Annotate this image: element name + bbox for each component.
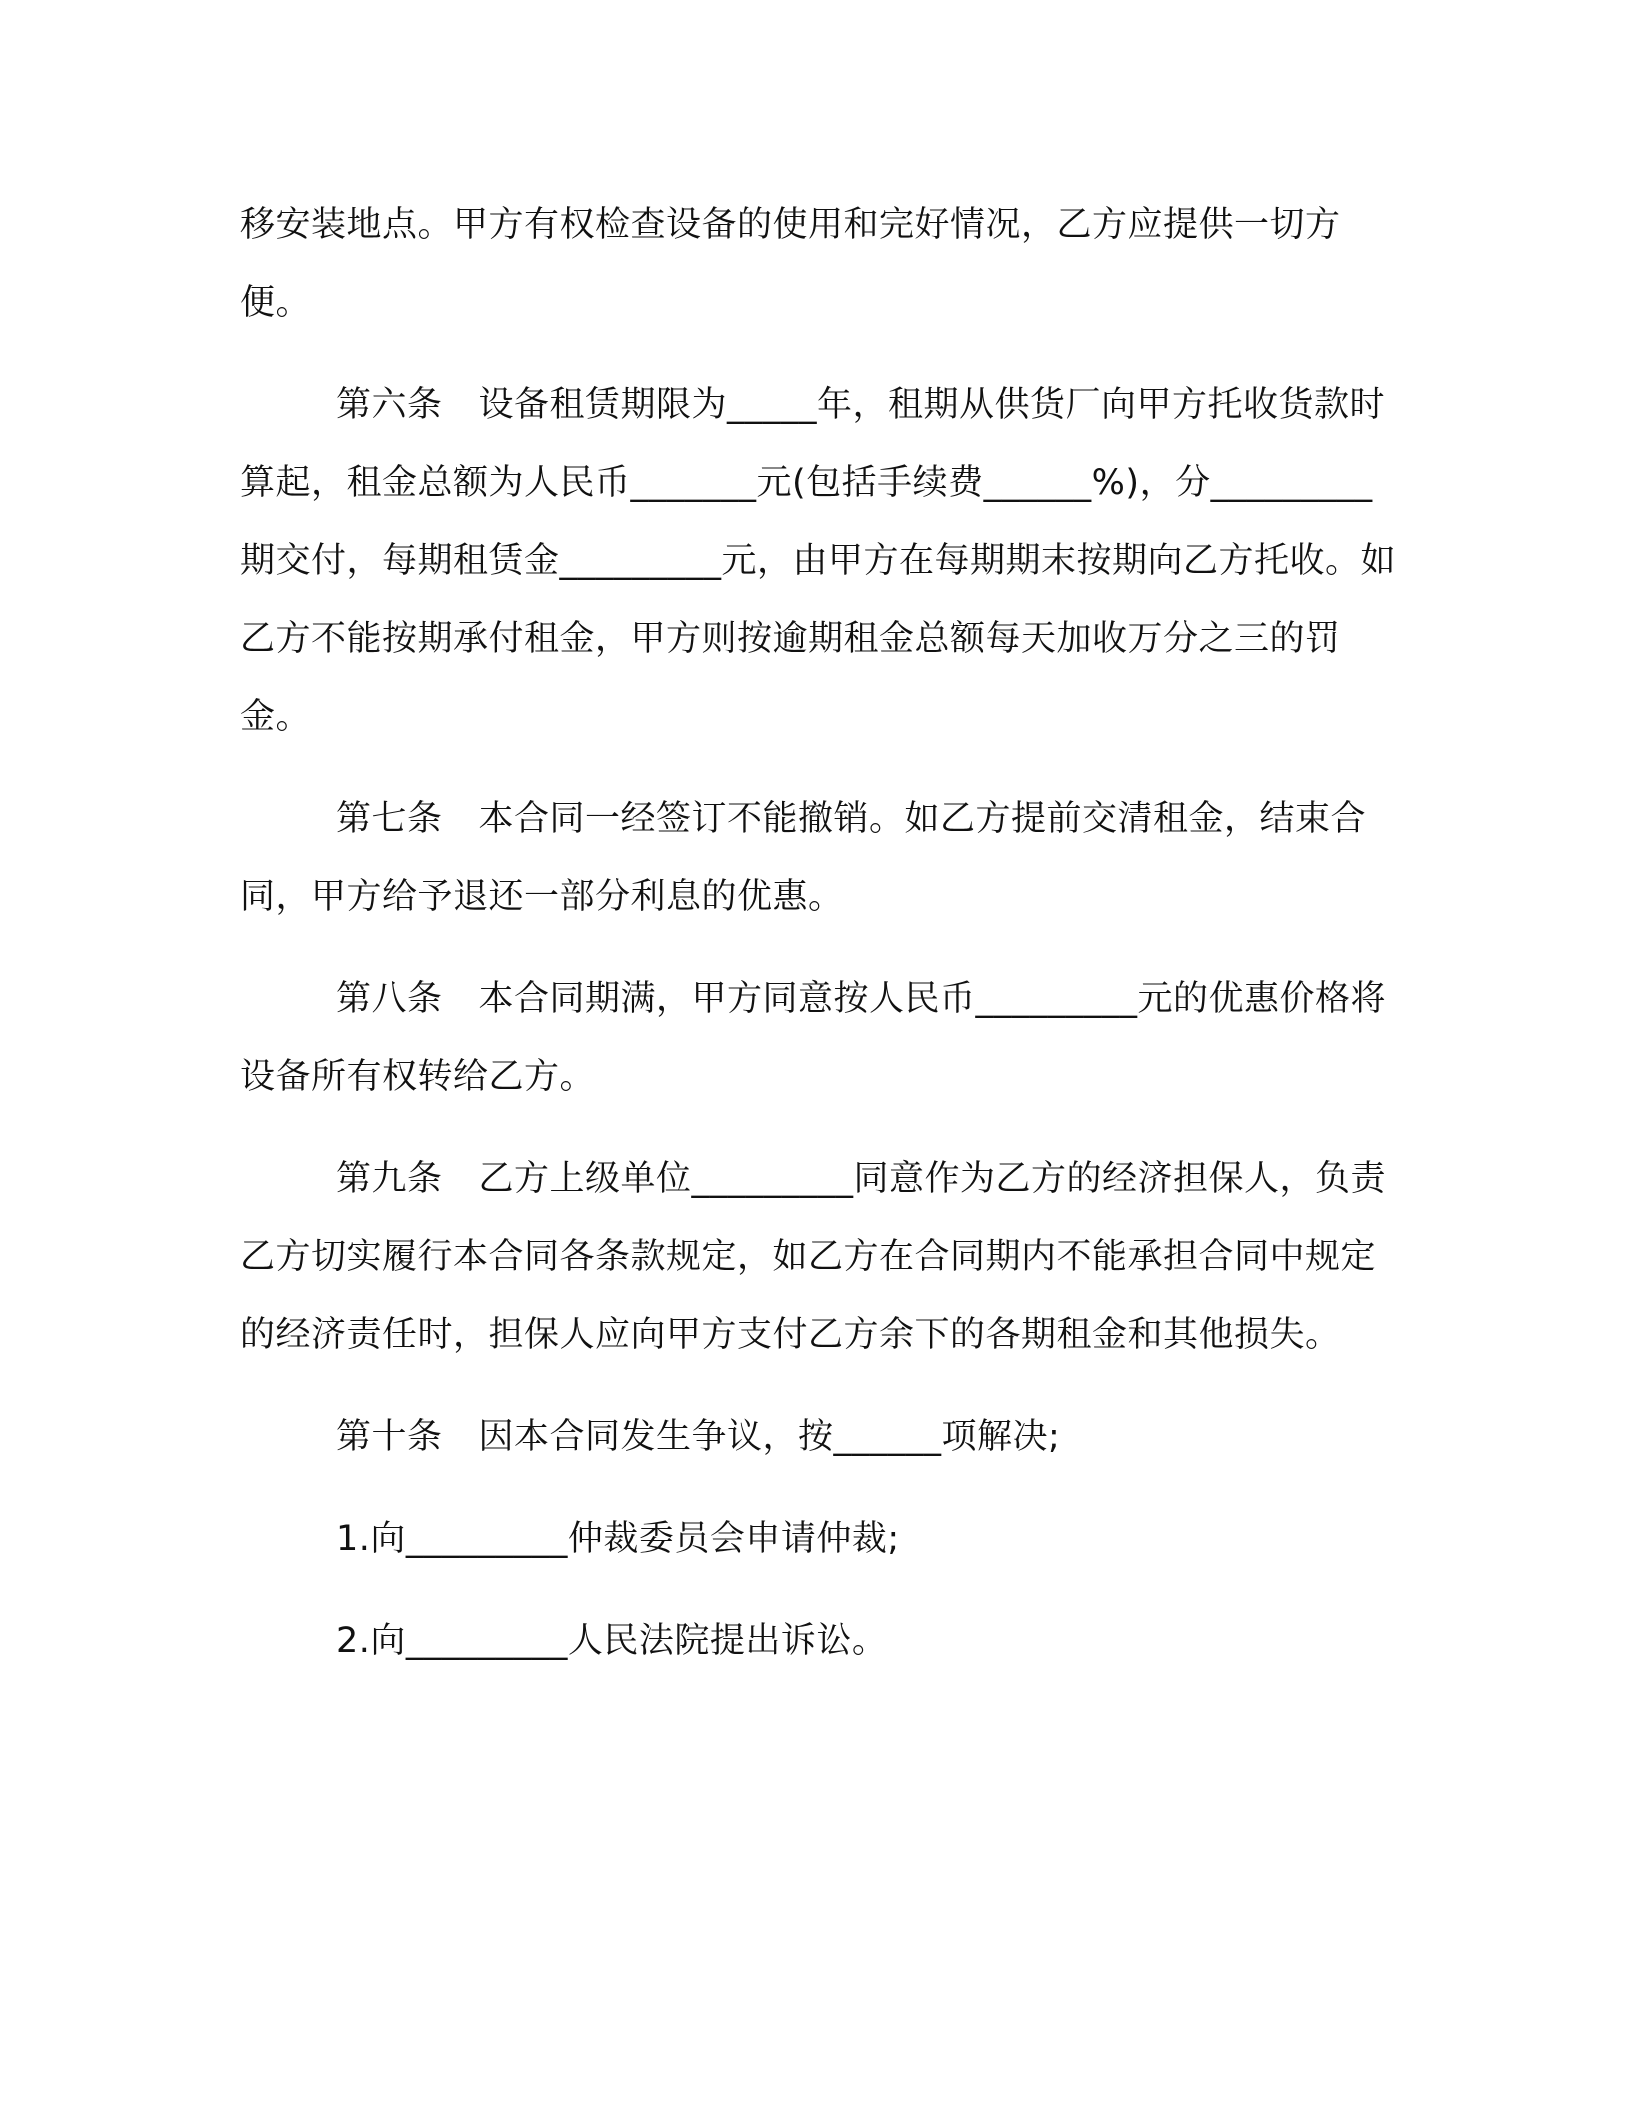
article-text: 本合同一经签订不能撤销。如乙方提前交清租金，结束合同，甲方给予退还一部分利息的优惠。 (240, 799, 1367, 917)
article-heading: 第七条 (336, 799, 443, 839)
article-text: 本合同期满，甲方同意按人民币_________元的优惠价格将设备所有权转给乙方。 (240, 979, 1387, 1097)
article-text: 设备租赁期限为_____年，租期从供货厂向甲方托收货款时算起，租金总额为人民币_______元(包括手续费______%)，分_________期交付，每期租赁金_________元，由甲方在每期期末按期向乙方托收。如乙方不能按期承付租金，甲方则按逾期租金总额每天加收万分之三的罚金。 (240, 385, 1397, 737)
dispute-option-2 (240, 1602, 1400, 1680)
article-6 (240, 366, 1400, 756)
article-10 (240, 1398, 1400, 1476)
dispute-option-1 (240, 1500, 1400, 1578)
article-heading: 第十条 (336, 1417, 443, 1457)
paragraph-text: 移安装地点。甲方有权检查设备的使用和完好情况，乙方应提供一切方便。 (240, 205, 1341, 323)
article-text: 因本合同发生争议，按______项解决; (478, 1417, 1061, 1457)
paragraph-continuation (240, 186, 1400, 342)
article-8 (240, 960, 1400, 1116)
article-heading: 第九条 (336, 1159, 443, 1199)
option-text: 2.向_________人民法院提出诉讼。 (336, 1621, 888, 1661)
article-text: 乙方上级单位_________同意作为乙方的经济担保人，负责乙方切实履行本合同各条款规定，如乙方在合同期内不能承担合同中规定的经济责任时，担保人应向甲方支付乙方余下的各期租金和其他损失。 (240, 1159, 1387, 1355)
article-9 (240, 1140, 1400, 1374)
article-heading: 第八条 (336, 979, 443, 1019)
document-page (240, 186, 1400, 1704)
option-text: 1.向_________仲裁委员会申请仲裁; (336, 1519, 900, 1559)
article-7 (240, 780, 1400, 936)
article-heading: 第六条 (336, 385, 443, 425)
